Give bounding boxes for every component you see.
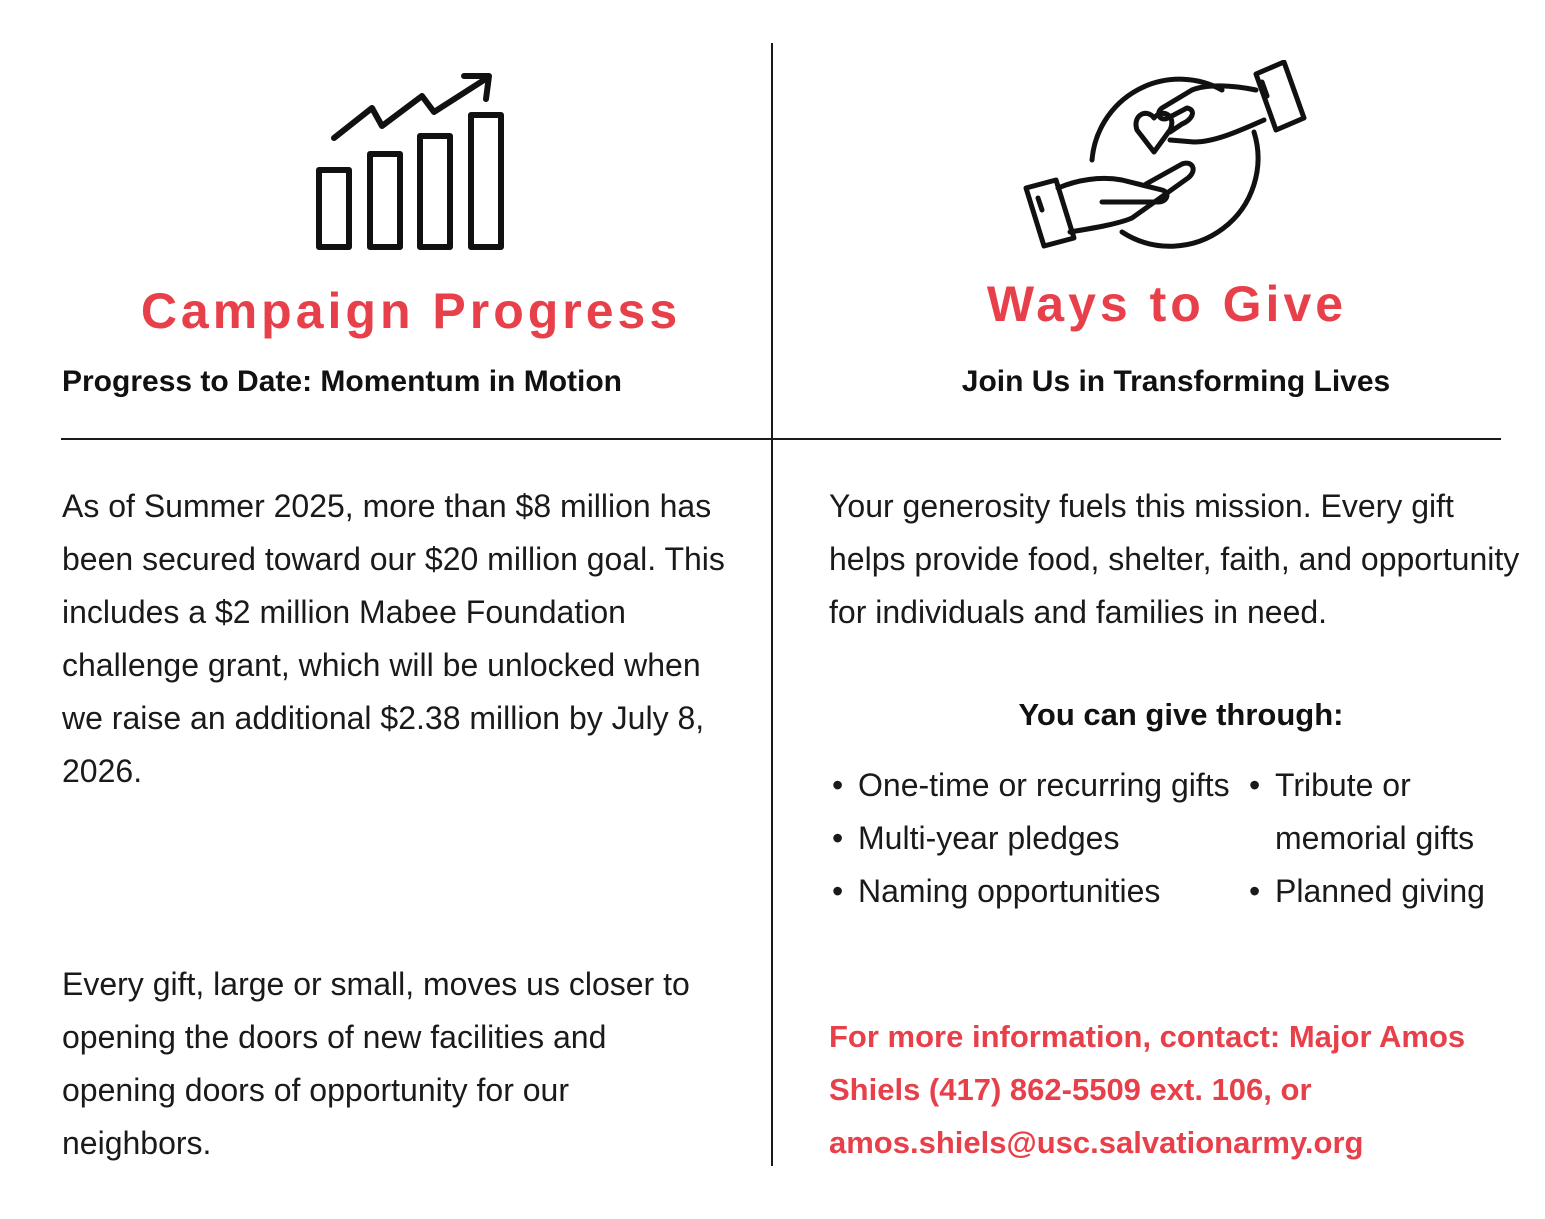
generosity-paragraph: Your generosity fuels this mission. Every gift helps provide food, shelter, faith, and opportunity for individuals and families in need.: [829, 488, 1520, 630]
give-option: • Naming opportunities: [830, 865, 1250, 918]
give-option: • Tribute or memorial gifts: [1247, 759, 1537, 865]
every-gift-paragraph: Every gift, large or small, moves us closer to opening the doors of new facilities and opening doors of opportunity for our neighbors.: [62, 966, 690, 1161]
contact-info: For more information, contact: Major Amos Shiels (417) 862-5509 ext. 106, or amos.shiels@usc.salvationarmy.org: [829, 1019, 1466, 1160]
give-option: • Planned giving: [1247, 865, 1537, 918]
vertical-divider: [771, 43, 773, 1166]
give-through-title: You can give through:: [1018, 697, 1344, 732]
progress-paragraph: As of Summer 2025, more than $8 million has been secured toward our $20 million goal. This includes a $2 million Mabee Foundation challenge grant, which will be unlocked when we raise an additional $2.38 million by July 8, 2026.: [62, 488, 725, 789]
hands-giving-heart-icon: [1022, 60, 1312, 265]
transforming-lives-subheading: Join Us in Transforming Lives: [961, 365, 1391, 398]
campaign-progress-heading: Campaign Progress: [140, 283, 682, 339]
horizontal-divider: [61, 438, 1501, 440]
give-options-list-1: [830, 759, 1250, 918]
give-option: • Multi-year pledges: [830, 812, 1250, 865]
give-option: • One-time or recurring gifts: [830, 759, 1250, 812]
give-options-list-2: [1247, 759, 1537, 918]
bar-chart-trend-icon: [312, 66, 512, 261]
ways-to-give-heading: Ways to Give: [986, 276, 1348, 332]
progress-subheading: Progress to Date: Momentum in Motion: [62, 365, 623, 398]
